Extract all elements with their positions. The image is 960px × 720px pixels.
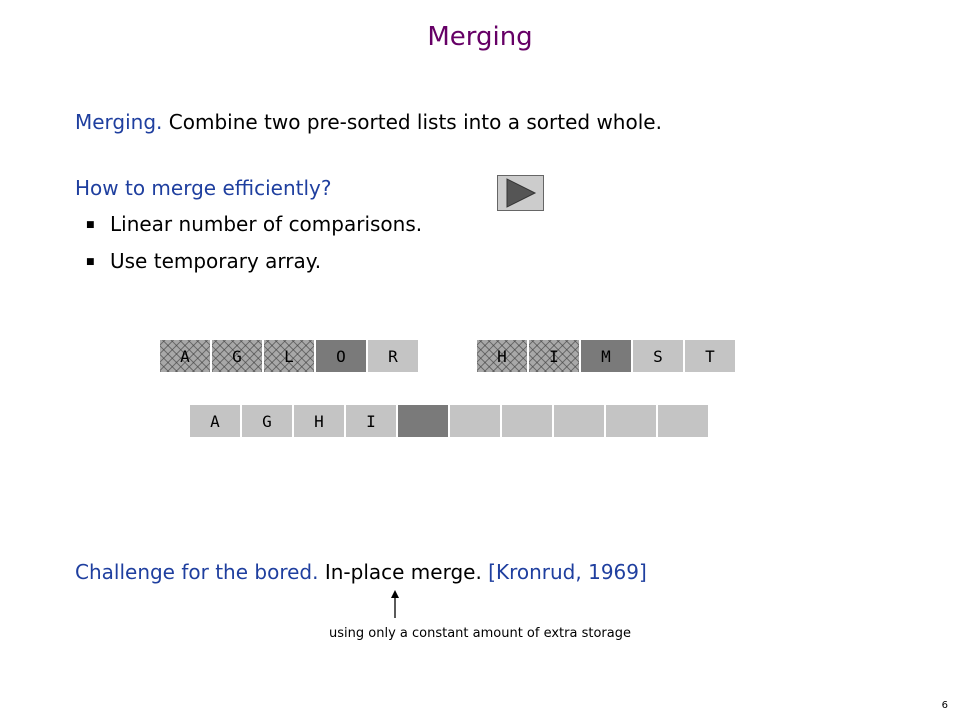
challenge-label: Challenge for the bored.	[75, 560, 319, 584]
intro-line	[75, 110, 662, 134]
slide-title: Merging	[427, 22, 533, 52]
intro-label: Merging.	[75, 110, 163, 134]
array-cell	[502, 405, 553, 437]
intro-text: Combine two pre-sorted lists into a sorted whole.	[168, 110, 662, 134]
page-number: 6	[941, 700, 948, 711]
question-heading: How to merge efficiently?	[75, 176, 332, 200]
array-cell: I	[529, 340, 580, 372]
play-icon	[498, 176, 543, 210]
array-cell: O	[316, 340, 367, 372]
array-cell: H	[477, 340, 528, 372]
array-cell: R	[368, 340, 419, 372]
challenge-line	[75, 560, 647, 584]
annotation-note: using only a constant amount of extra storage	[329, 626, 631, 641]
array-cell	[606, 405, 657, 437]
array-cell: A	[160, 340, 211, 372]
array-cell	[450, 405, 501, 437]
annotation-arrow	[388, 590, 402, 618]
array-cell	[658, 405, 709, 437]
bullet-text: Use temporary array.	[110, 249, 322, 273]
array-cell: H	[294, 405, 345, 437]
array-cell: T	[685, 340, 736, 372]
array-cell: G	[242, 405, 293, 437]
bullet-item	[86, 212, 423, 236]
bullet-item	[86, 249, 322, 273]
bullet-text: Linear number of comparisons.	[110, 212, 423, 236]
bullet-icon: ■	[86, 220, 95, 230]
array-cell: A	[190, 405, 241, 437]
array-cell: L	[264, 340, 315, 372]
array-cell: M	[581, 340, 632, 372]
array-cell	[398, 405, 449, 437]
array-cell: I	[346, 405, 397, 437]
array-cell: S	[633, 340, 684, 372]
challenge-text: In-place merge.	[324, 560, 482, 584]
bullet-icon: ■	[86, 257, 95, 267]
challenge-citation: [Kronrud, 1969]	[488, 560, 647, 584]
array-cell	[554, 405, 605, 437]
array-cell: G	[212, 340, 263, 372]
play-button[interactable]	[497, 175, 544, 211]
